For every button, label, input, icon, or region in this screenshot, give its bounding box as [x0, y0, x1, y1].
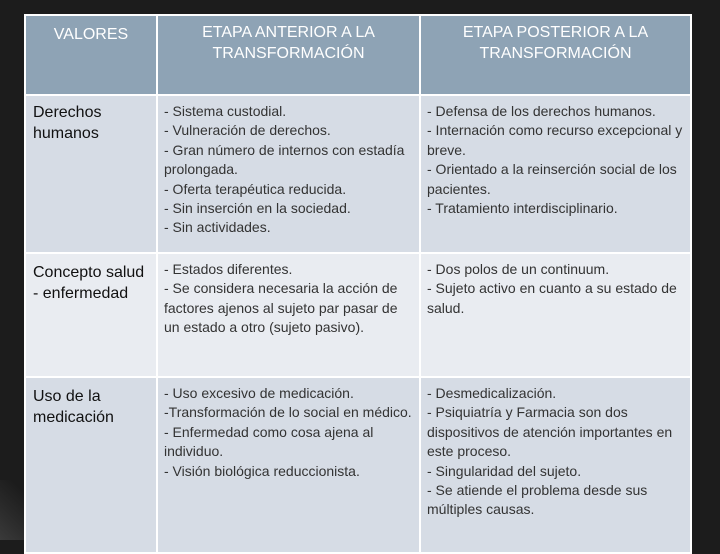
row-label-concepto-salud: Concepto salud - enfermedad [25, 253, 157, 377]
list-item: - Dos polos de un continuum. [427, 261, 610, 277]
list-item: - Oferta terapéutica reducida. [164, 180, 347, 197]
cell-anterior [157, 253, 420, 377]
cell-anterior [157, 95, 420, 253]
cell-posterior [420, 377, 691, 553]
cell-anterior [157, 377, 420, 553]
list-item: - Se atiende el problema desde sus múltiples causas. [427, 482, 648, 518]
list-item: - Estados diferentes. [164, 261, 293, 277]
list-item: -Transformación de lo social en médico. [164, 404, 412, 421]
cell-posterior [420, 253, 691, 377]
row-label-derechos-humanos: Derechos humanos [25, 95, 157, 253]
header-etapa-posterior: ETAPA POSTERIOR A LA TRANSFORMACIÓN [420, 15, 691, 95]
list-item: - Sin inserción en la sociedad. [164, 200, 351, 217]
table-row [25, 253, 691, 377]
list-item: - Singularidad del sujeto. [427, 462, 582, 479]
row-label-uso-medicacion: Uso de la medicación [25, 377, 157, 553]
list-item: - Defensa de los derechos humanos. [427, 103, 656, 119]
table-row [25, 377, 691, 553]
list-item: - Sin actividades. [164, 219, 271, 236]
list-item: - Vulneración de derechos. [164, 122, 331, 139]
table-row [25, 95, 691, 253]
list-item: - Tratamiento interdisciplinario. [427, 200, 618, 217]
list-item: - Sujeto activo en cuanto a su estado de salud. [427, 280, 677, 316]
cell-posterior [420, 95, 691, 253]
list-item: - Se considera necesaria la acción de factores ajenos al sujeto par pasar de un estado a otro (sujeto pasivo). [164, 280, 398, 336]
header-etapa-anterior: ETAPA ANTERIOR A LA TRANSFORMACIÓN [157, 15, 420, 95]
list-item: - Enfermedad como cosa ajena al individuo. [164, 423, 374, 460]
comparison-table-container [24, 14, 690, 554]
header-valores: VALORES [25, 15, 157, 95]
list-item: - Gran número de internos con estadía prolongada. [164, 141, 405, 178]
list-item: - Psiquiatría y Farmacia son dos dispositivos de atención importantes en este proceso. [427, 404, 673, 460]
list-item: - Desmedicalización. [427, 385, 557, 401]
list-item: - Internación como recurso excepcional y breve. [427, 122, 683, 158]
list-item: - Visión biológica reduccionista. [164, 462, 360, 479]
list-item: - Orientado a la reinserción social de los pacientes. [427, 161, 677, 197]
table-header-row [25, 15, 691, 95]
list-item: - Sistema custodial. [164, 103, 287, 119]
list-item: - Uso excesivo de medicación. [164, 385, 354, 401]
comparison-table [24, 14, 692, 554]
